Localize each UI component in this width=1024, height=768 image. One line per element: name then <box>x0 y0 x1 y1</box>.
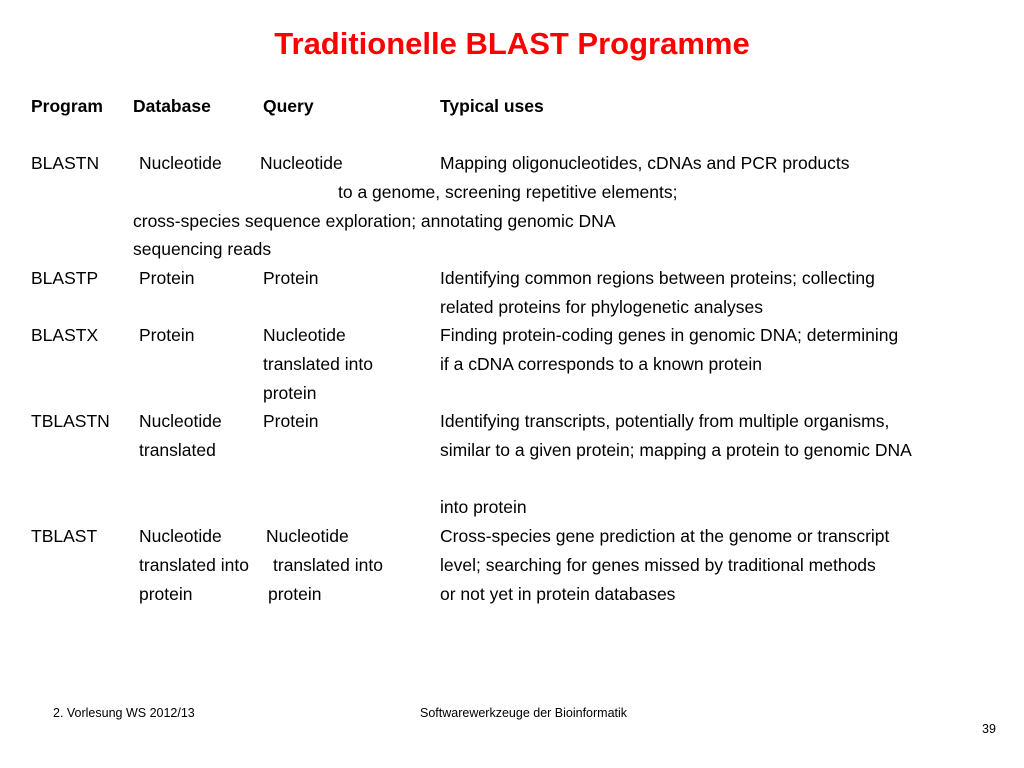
row-blastp-use-line: Identifying common regions between proteins; collecting <box>440 268 875 288</box>
row-tblast-query-line: translated into <box>273 555 383 575</box>
row-blastn-use-line: Mapping oligonucleotides, cDNAs and PCR products <box>440 153 850 173</box>
row-blastn-program: BLASTN <box>31 153 100 173</box>
row-tblast-use-line: Cross-species gene prediction at the genome or transcript <box>440 526 890 546</box>
row-tblastn-use-line: similar to a given protein; mapping a protein to genomic DNA <box>440 440 912 460</box>
header-program: Program <box>31 96 103 116</box>
row-tblast-query-line: protein <box>268 584 322 604</box>
row-blastn-query: Nucleotide <box>260 153 343 173</box>
row-tblastn-query: Protein <box>263 411 319 431</box>
footer-page-number: 39 <box>982 722 996 736</box>
row-tblast-database-line: Nucleotide <box>139 526 222 546</box>
row-blastx-query-line: Nucleotide <box>263 325 346 345</box>
row-blastx-query-line: translated into <box>263 354 373 374</box>
row-blastn-database: Nucleotide <box>139 153 222 173</box>
row-tblast-database-line: protein <box>139 584 193 604</box>
row-blastn-use-line: sequencing reads <box>133 239 272 259</box>
row-blastx-program: BLASTX <box>31 325 99 345</box>
footer-lecture: 2. Vorlesung WS 2012/13 <box>53 706 195 720</box>
slide-title: Traditionelle BLAST Programme <box>274 26 750 61</box>
row-blastn-use-line: cross-species sequence exploration; annotating genomic DNA <box>133 211 616 231</box>
row-blastp-database: Protein <box>139 268 195 288</box>
row-tblastn-use-line: Identifying transcripts, potentially from multiple organisms, <box>440 411 890 431</box>
row-tblast-use-line: or not yet in protein databases <box>440 584 676 604</box>
row-tblast-use-line: level; searching for genes missed by traditional methods <box>440 555 876 575</box>
row-tblastn-database-line: Nucleotide <box>139 411 222 431</box>
row-tblastn-database-line: translated <box>139 440 216 460</box>
header-database: Database <box>133 96 211 116</box>
row-blastx-query-line: protein <box>263 383 317 403</box>
row-blastx-database: Protein <box>139 325 195 345</box>
row-tblast-program: TBLAST <box>31 526 98 546</box>
row-blastp-query: Protein <box>263 268 319 288</box>
row-blastx-use-line: Finding protein-coding genes in genomic DNA; determining <box>440 325 899 345</box>
row-tblast-database-line: translated into <box>139 555 249 575</box>
footer-course: Softwarewerkzeuge der Bioinformatik <box>420 706 628 720</box>
header-query: Query <box>263 96 314 116</box>
row-blastp-program: BLASTP <box>31 268 99 288</box>
row-blastn-use-line: to a genome, screening repetitive elements; <box>338 182 678 202</box>
row-tblastn-use-line: into protein <box>440 497 527 517</box>
row-blastp-use-line: related proteins for phylogenetic analyses <box>440 297 763 317</box>
header-typical-uses: Typical uses <box>440 96 544 116</box>
row-tblast-query-line: Nucleotide <box>266 526 349 546</box>
row-blastx-use-line: if a cDNA corresponds to a known protein <box>440 354 762 374</box>
row-tblastn-program: TBLASTN <box>31 411 110 431</box>
